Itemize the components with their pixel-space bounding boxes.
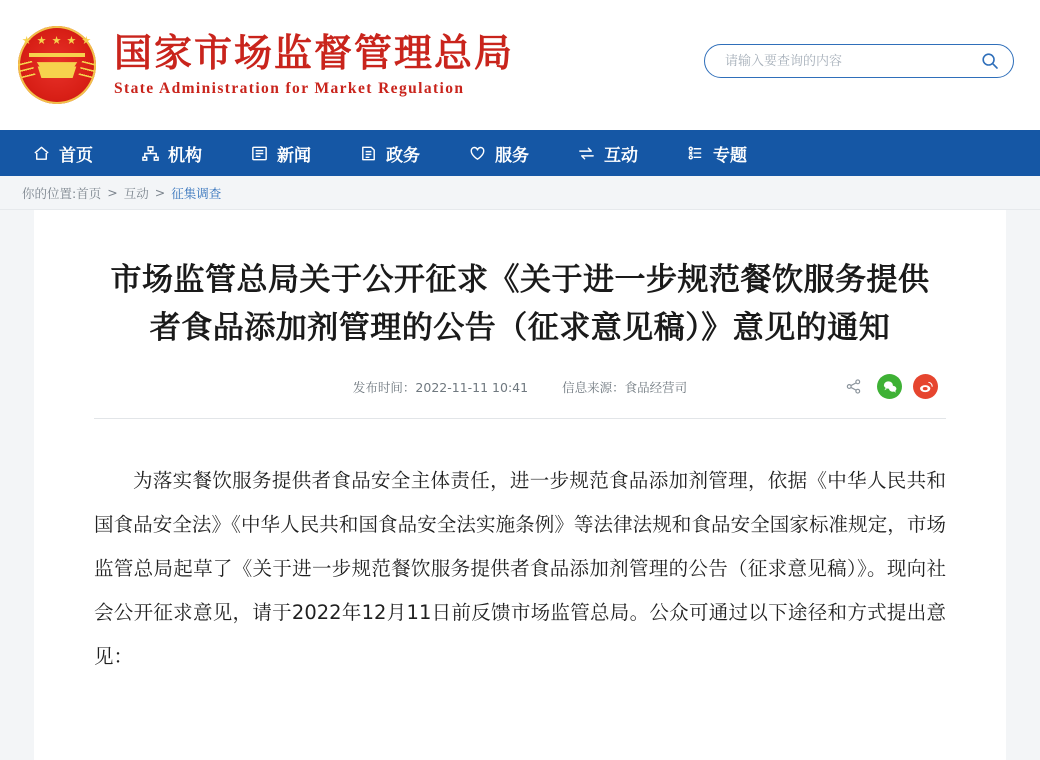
nav-item-service[interactable]	[444, 130, 553, 176]
organization-icon	[141, 144, 160, 163]
nav-label: 新闻	[277, 145, 311, 166]
breadcrumb-separator: >	[107, 185, 118, 200]
nav-item-organization[interactable]	[117, 130, 226, 176]
emblem-gate	[34, 56, 80, 78]
search-icon[interactable]	[979, 50, 1001, 72]
emblem-beam	[29, 53, 85, 57]
page-background	[0, 210, 1040, 760]
article-paragraph: 为落实餐饮服务提供者食品安全主体责任，进一步规范食品添加剂管理，依据《中华人民共和国食品安全法》《中华人民共和国食品安全法实施条例》等法律法规和食品安全国家标准规定，市场监管总局起草了《关于进一步规范餐饮服务提供者食品添加剂管理的公告（征求意见稿）》。现向社会公开征求意见，请于2022年12月11日前反馈市场监管总局。公众可通过以下途径和方式提出意见：	[94, 469, 946, 668]
nav-item-government[interactable]	[335, 130, 444, 176]
divider	[94, 418, 946, 419]
search-input[interactable]	[723, 53, 979, 70]
home-icon	[32, 144, 51, 163]
emblem-wheat-right	[73, 57, 96, 99]
breadcrumb-item-interaction[interactable]: 互动	[123, 185, 149, 201]
nav-item-interaction[interactable]	[553, 130, 662, 176]
heart-icon	[468, 144, 487, 163]
news-icon	[250, 144, 269, 163]
nav-label: 服务	[495, 145, 529, 166]
nav-label: 互动	[604, 145, 638, 166]
breadcrumb-item-home[interactable]: 首页	[76, 185, 102, 201]
org-name-cn: 国家市场监督管理总局	[114, 31, 515, 75]
breadcrumb-item-current[interactable]: 征集调查	[171, 185, 222, 201]
breadcrumb	[0, 176, 1040, 210]
search-box[interactable]	[704, 44, 1014, 78]
government-icon	[359, 144, 378, 163]
site-header	[0, 0, 1040, 130]
share-bar	[841, 374, 938, 399]
share-icon[interactable]	[841, 374, 866, 399]
emblem-stars: ★ ★ ★ ★ ★	[21, 35, 93, 47]
topic-icon	[686, 144, 705, 163]
article-container	[34, 210, 1006, 760]
site-title-block	[114, 30, 514, 100]
nav-item-home[interactable]	[10, 130, 117, 176]
nav-item-news[interactable]	[226, 130, 335, 176]
publish-time: 发布时间：2022-11-11 10:41	[352, 380, 529, 395]
wechat-icon[interactable]	[877, 374, 902, 399]
nav-label: 专题	[713, 145, 747, 166]
nav-label: 机构	[168, 145, 202, 166]
nav-item-topic[interactable]	[662, 130, 771, 176]
national-emblem-icon	[18, 26, 96, 104]
nav-label: 政务	[386, 145, 420, 166]
emblem-wheat-left	[17, 57, 40, 99]
weibo-icon[interactable]	[913, 374, 938, 399]
page-title: 市场监管总局关于公开征求《关于进一步规范餐饮服务提供者食品添加剂管理的公告（征求意见稿）》意见的通知	[110, 262, 930, 346]
breadcrumb-separator: >	[154, 185, 166, 200]
breadcrumb-prefix: 你的位置:	[22, 185, 77, 201]
org-name-en: State Administration for Market Regulation	[114, 80, 465, 97]
nav-label: 首页	[59, 145, 93, 166]
exchange-icon	[577, 144, 596, 163]
article-source: 信息来源：食品经营司	[562, 380, 688, 395]
main-navigation	[0, 130, 1040, 176]
article-meta	[94, 378, 946, 396]
